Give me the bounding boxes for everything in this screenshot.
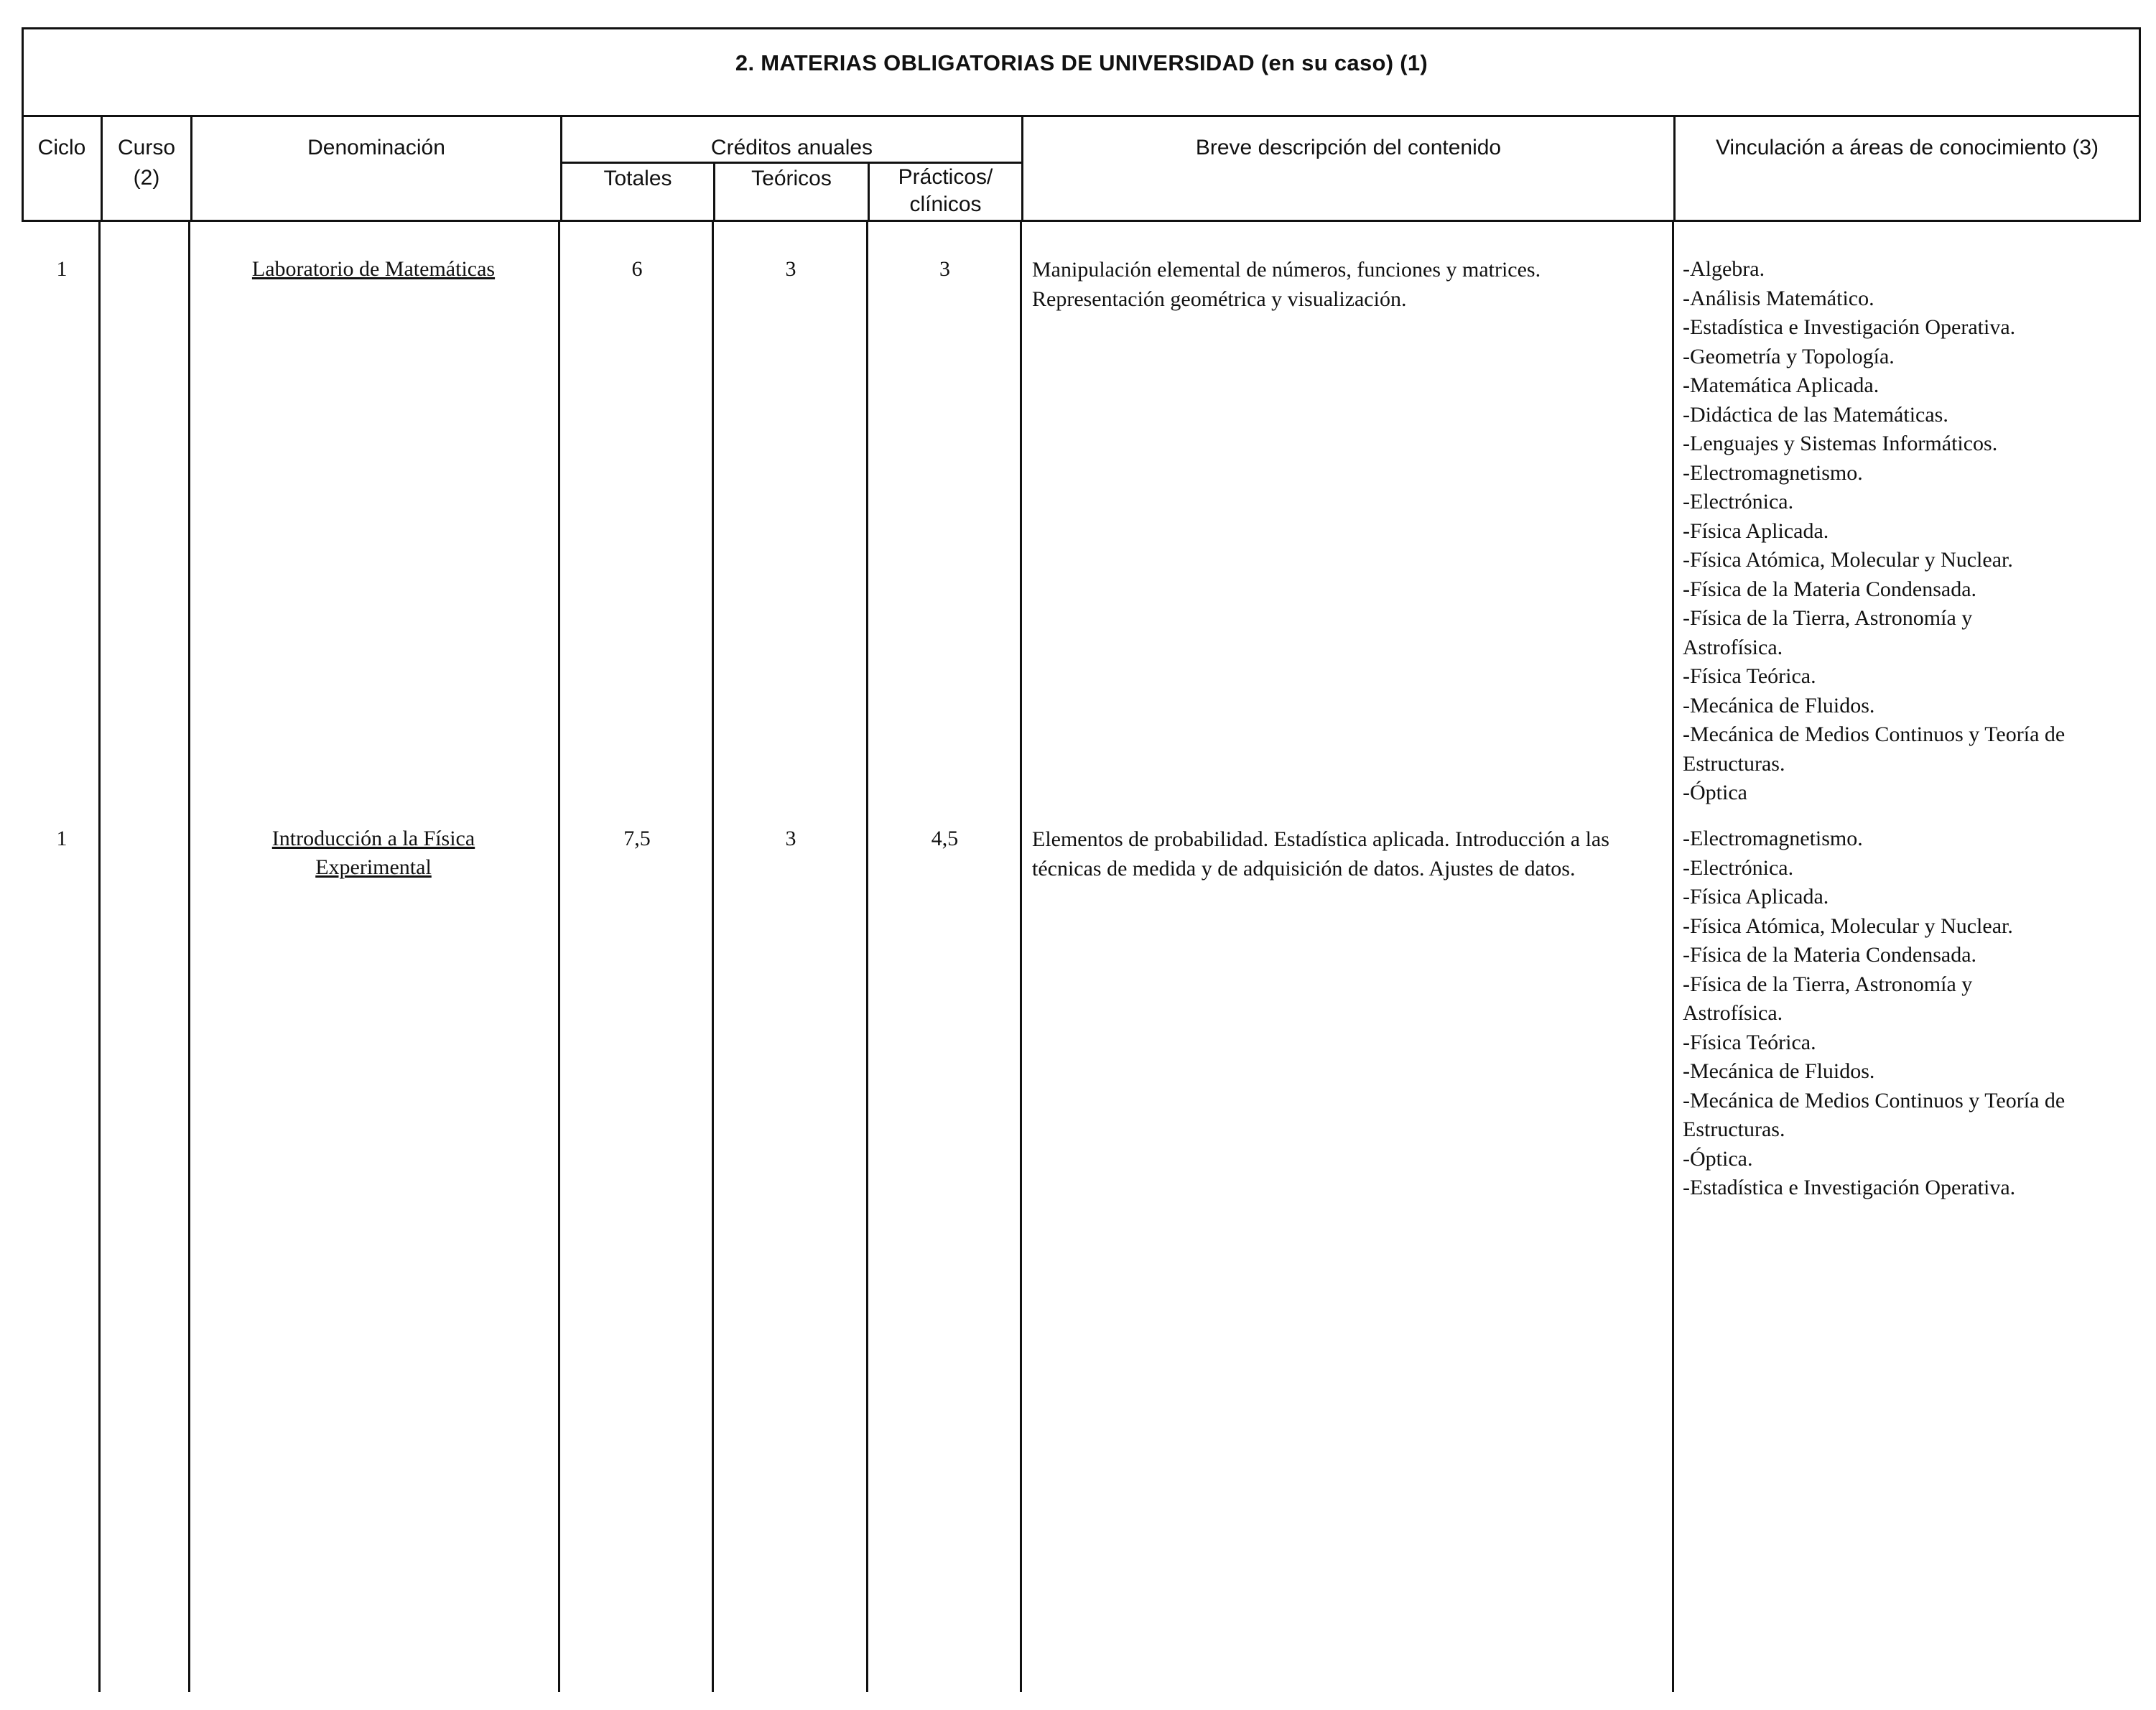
body-col-line-1: [98, 220, 101, 1692]
row-1-area-item: -Óptica: [1683, 781, 1747, 804]
header-teoricos: Teóricos: [751, 167, 832, 190]
row-1-area-item: -Mecánica de Medios Continuos y Teoría de: [1683, 722, 2066, 746]
header-totales: Totales: [603, 167, 672, 190]
row-1-area-item: -Electrónica.: [1683, 490, 1794, 514]
row-2-area-item: Astrofísica.: [1683, 1001, 1783, 1025]
header-breve-descripcion: Breve descripción del contenido: [1195, 136, 1502, 159]
header-curso: Curso (2): [117, 136, 176, 190]
row-1-area-item: -Análisis Matemático.: [1683, 286, 1874, 310]
row-1-area-item: -Matemática Aplicada.: [1683, 373, 1879, 397]
header-bottom-rule: [22, 220, 2141, 222]
row-1-area-item: -Lenguajes y Sistemas Informáticos.: [1683, 432, 1998, 455]
row-2-area-item: -Física Atómica, Molecular y Nuclear.: [1683, 914, 2013, 938]
row-1-area-item: -Física de la Tierra, Astronomía y: [1683, 606, 1973, 630]
row-1-area-item: -Física de la Materia Condensada.: [1683, 577, 1977, 601]
header-creditos-anuales: Créditos anuales: [710, 136, 873, 159]
row-1-ciclo: 1: [56, 257, 68, 281]
row-1-area-item: Astrofísica.: [1683, 635, 1783, 659]
header-denominacion: Denominación: [307, 136, 445, 159]
header-col-sep-2: [190, 115, 192, 221]
row-2-area-item: -Física Aplicada.: [1683, 885, 1829, 909]
row-2-area-item: -Óptica.: [1683, 1146, 1753, 1171]
row-1-area-item: -Geometría y Topología.: [1683, 344, 1895, 368]
row-1-area-item: -Estadística e Investigación Operativa.: [1683, 315, 2016, 339]
row-2-area-item: -Mecánica de Medios Continuos y Teoría de: [1683, 1088, 2066, 1112]
row-1-creditos-totales: 6: [631, 257, 643, 281]
row-1-area-item: -Mecánica de Fluidos.: [1683, 693, 1875, 717]
title-separator: [22, 115, 2141, 117]
header-ciclo: Ciclo: [37, 136, 86, 159]
row-2-area-item: -Electrónica.: [1683, 855, 1794, 880]
row-2-creditos-teoricos: 3: [785, 827, 796, 850]
row-2-descripcion: Elementos de probabilidad. Estadística aplicada. Introducción a las técnicas de medida y de adquisición de datos. Ajustes de datos.: [1032, 827, 1609, 880]
row-1-denominacion: Laboratorio de Matemáticas: [251, 257, 496, 281]
row-2-area-item: -Estadística e Investigación Operativa.: [1683, 1176, 2016, 1199]
body-col-line-6: [1020, 220, 1022, 1692]
row-1-creditos-teoricos: 3: [785, 257, 796, 281]
header-vinculacion-areas: Vinculación a áreas de conocimiento (3): [1715, 136, 2099, 159]
row-1-area-item: -Didáctica de las Matemáticas.: [1683, 402, 1948, 427]
body-col-line-4: [712, 220, 714, 1692]
page-title: 2. MATERIAS OBLIGATORIAS DE UNIVERSIDAD (en su caso) (1): [735, 50, 1428, 75]
row-2-ciclo: 1: [56, 827, 68, 850]
body-col-line-3: [558, 220, 560, 1692]
row-2-denominacion: Introducción a la Física Experimental: [271, 827, 475, 879]
body-col-line-7: [1672, 220, 1674, 1692]
row-2-area-item: -Mecánica de Fluidos.: [1683, 1059, 1875, 1083]
row-1-area-item: -Algebra.: [1683, 257, 1765, 281]
body-col-line-2: [188, 220, 190, 1692]
row-2-area-item: -Física Teórica.: [1683, 1030, 1816, 1054]
header-col-sep-6: [1021, 115, 1023, 221]
row-2-creditos-practicos: 4,5: [931, 827, 959, 850]
row-1-area-item: Estructuras.: [1683, 751, 1785, 776]
row-1-area-item: -Física Teórica.: [1683, 664, 1816, 688]
row-1-area-item: -Física Aplicada.: [1683, 519, 1829, 543]
row-2-area-item: Estructuras.: [1683, 1117, 1785, 1141]
row-1-creditos-practicos: 3: [939, 257, 950, 281]
row-1-descripcion: Manipulación elemental de números, funciones y matrices. Representación geométrica y visualización.: [1032, 258, 1541, 311]
row-2-area-item: -Física de la Tierra, Astronomía y: [1683, 972, 1973, 996]
body-col-line-5: [866, 220, 868, 1692]
row-2-creditos-totales: 7,5: [623, 827, 651, 850]
header-col-sep-7: [1673, 115, 1676, 221]
header-practicos-clinicos: Prácticos/ clínicos: [898, 165, 993, 216]
row-1-area-item: -Física Atómica, Molecular y Nuclear.: [1683, 548, 2013, 572]
row-2-area-item: -Física de la Materia Condensada.: [1683, 943, 1977, 967]
top-border: [22, 27, 2141, 29]
row-2-areas-list: [1683, 824, 2135, 1203]
row-1-area-item: -Electromagnetismo.: [1683, 460, 1863, 485]
row-2-area-item: -Electromagnetismo.: [1683, 827, 1863, 850]
row-1-areas-list: [1683, 255, 2135, 808]
